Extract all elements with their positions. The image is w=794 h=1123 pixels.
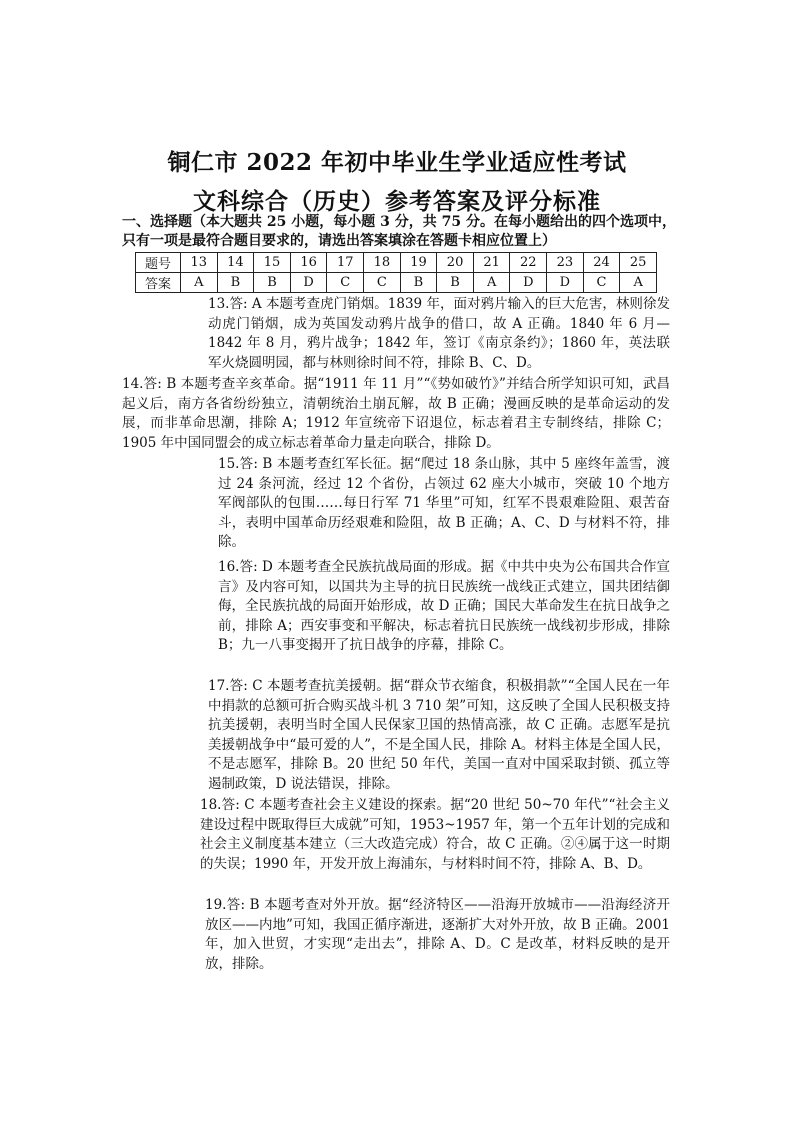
- answer-cell: A: [181, 273, 218, 293]
- question-number-cell: 19: [400, 253, 437, 273]
- answer-cell: B: [437, 273, 474, 293]
- answer-cell: A: [473, 273, 510, 293]
- answer-table-number-row: [136, 253, 657, 273]
- answer-table-row-label: 题号: [136, 253, 181, 273]
- question-number-cell: 23: [547, 253, 584, 273]
- explanation-text: B 本题考查红军长征。据“爬过 18 条山脉，其中 5 座终年盖雪，渡过 24 条河流，经过 12 个省份，占领过 62 座大小城市，突破 10 个地方军阀部队的包围……每日行军 71 华里”可知，红军不畏艰难险阻、艰苦奋斗，表明中国革命历经艰难和险阻，故 B 正确；A、C、D 与材料不符，排除。: [218, 456, 670, 550]
- question-number-cell: 25: [620, 253, 657, 273]
- explanation-text: C 本题考查社会主义建设的探索。据“20 世纪 50~70 年代”“社会主义建设过程中既取得巨大成就”可知，1953~1957 年，第一个五年计划的完成和社会主义制度基本建立（三大改造完成）符合，故 C 正确。②④属于这一时期的失误；1990 年，开发开放上海浦东，与材料时间不符，排除 A、B、D。: [200, 797, 670, 872]
- explanation-label: 15.答:: [218, 456, 258, 472]
- explanation-text: B 本题考查对外开放。据“经济特区——沿海开放城市——沿海经济开放区——内地”可知，我国正循序渐进，逐渐扩大对外开放，故 B 正确。2001 年，加入世贸，才实现“走出去”，排除 A、D。C 是改革，材料反映的是开放，排除。: [205, 897, 670, 972]
- answer-table-row-label: 答案: [136, 273, 181, 293]
- answer-cell: C: [364, 273, 401, 293]
- question-number-cell: 18: [364, 253, 401, 273]
- explanation-label: 13.答:: [208, 296, 248, 312]
- explanation-text: D 本题考查全民族抗战局面的形成。据《中共中央为公布国共合作宣言》及内容可知，以国共为主导的抗日民族统一战线正式建立，国共团结御侮，全民族抗战的局面开始形成，故 D 正确；国民大革命发生在抗日战争之前，排除 A；西安事变和平解决，标志着抗日民族统一战线初步形成，排除 B；九一八事变揭开了抗日战争的序幕，排除 C。: [218, 559, 670, 653]
- explanation-item: [205, 896, 670, 974]
- answer-table: [135, 252, 657, 293]
- answer-cell: B: [400, 273, 437, 293]
- answer-cell: A: [620, 273, 657, 293]
- question-number-cell: 20: [437, 253, 474, 273]
- explanation-item: [218, 558, 670, 656]
- answer-cell: D: [547, 273, 584, 293]
- question-number-cell: 16: [290, 253, 327, 273]
- explanation-text: B 本题考查辛亥革命。据“1911 年 11 月”“《势如破竹》”并结合所学知识可知，武昌起义后，南方各省纷纷独立，清朝统治土崩瓦解，故 B 正确；漫画反映的是革命运动的发展，而非革命思潮，排除 A；1912 年宣统帝下诏退位，标志着君主专制终结，排除 C；1905 年中国同盟会的成立标志着革命力量走向联合，排除 D。: [122, 376, 670, 451]
- document-subtitle: 文科综合（历史）参考答案及评分标准: [193, 188, 601, 215]
- explanation-item: [208, 295, 670, 373]
- question-number-cell: 22: [510, 253, 547, 273]
- explanation-item: [122, 375, 670, 453]
- question-number-cell: 21: [473, 253, 510, 273]
- question-number-cell: 14: [217, 253, 254, 273]
- answer-cell: C: [583, 273, 620, 293]
- question-number-cell: 13: [181, 253, 218, 273]
- explanation-label: 19.答:: [205, 897, 246, 913]
- explanation-item: [200, 796, 670, 874]
- question-number-cell: 17: [327, 253, 364, 273]
- answer-cell: D: [290, 273, 327, 293]
- document-title: 铜仁市 2022 年初中毕业生学业适应性考试: [167, 149, 627, 176]
- explanation-label: 16.答:: [218, 559, 258, 575]
- answer-cell: C: [327, 273, 364, 293]
- answer-cell: B: [254, 273, 291, 293]
- explanation-text: C 本题考查抗美援朝。据“群众节衣缩食，积极捐款”“全国人民在一年中捐款的总额可折合购买战斗机 3 710 架”可知，这反映了全国人民积极支持抗美援朝，表明当时全国人民保家卫国的热情高涨，故 C 正确。志愿军是抗美援朝战争中“最可爱的人”，不是全国人民，排除 A。材料主体是全国人民，不是志愿军，排除 B。20 世纪 50 年代，美国一直对中国采取封锁、孤立等遏制政策，D 说法错误，排除。: [208, 678, 670, 792]
- explanation-item: [218, 455, 670, 553]
- answer-table-answer-row: [136, 273, 657, 293]
- explanation-label: 18.答:: [200, 797, 240, 813]
- explanation-label: 14.答:: [122, 376, 162, 392]
- explanation-label: 17.答:: [208, 678, 248, 694]
- question-number-cell: 15: [254, 253, 291, 273]
- answer-cell: D: [510, 273, 547, 293]
- section-heading-choice: 一、选择题（本大题共 25 小题，每小题 3 分，共 75 分。在每小题给出的四个选项中，只有一项是最符合题目要求的，请选出答案填涂在答题卡相应位置上）: [122, 214, 676, 249]
- explanation-item: [208, 677, 670, 794]
- explanation-text: A 本题考查虎门销烟。1839 年，面对鸦片输入的巨大危害，林则徐发动虎门销烟，成为英国发动鸦片战争的借口，故 A 正确。1840 年 6 月—1842 年 8 月，鸦片战争；1842 年，签订《南京条约》；1860 年，英法联军火烧圆明园，都与林则徐时间不符，排除 B、C、D。: [208, 296, 670, 371]
- answer-cell: B: [217, 273, 254, 293]
- question-number-cell: 24: [583, 253, 620, 273]
